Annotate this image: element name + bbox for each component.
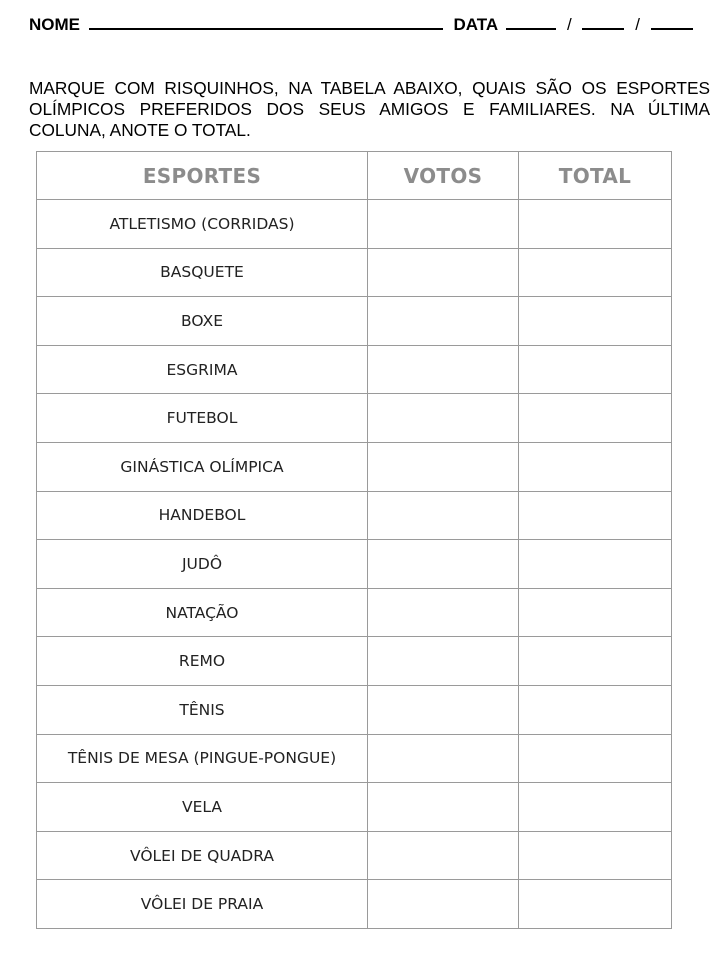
sport-name-cell: TÊNIS: [37, 685, 368, 734]
sport-name-cell: ATLETISMO (CORRIDAS): [37, 200, 368, 249]
sport-name-cell: BASQUETE: [37, 248, 368, 297]
table-row: [37, 540, 672, 589]
total-cell[interactable]: [519, 491, 672, 540]
votes-cell[interactable]: [368, 442, 519, 491]
table-row: [37, 734, 672, 783]
sport-name-cell: VÔLEI DE PRAIA: [37, 880, 368, 929]
table-row: [37, 248, 672, 297]
table-row: [37, 685, 672, 734]
date-separator: /: [635, 15, 640, 34]
sport-name-cell: VÔLEI DE QUADRA: [37, 831, 368, 880]
total-cell[interactable]: [519, 880, 672, 929]
total-cell[interactable]: [519, 248, 672, 297]
total-cell[interactable]: [519, 394, 672, 443]
votes-cell[interactable]: [368, 491, 519, 540]
sport-name-cell: GINÁSTICA OLÍMPICA: [37, 442, 368, 491]
sport-name-cell: FUTEBOL: [37, 394, 368, 443]
votes-cell[interactable]: [368, 637, 519, 686]
sport-name-cell: NATAÇÃO: [37, 588, 368, 637]
sport-name-cell: JUDÔ: [37, 540, 368, 589]
table-row: [37, 880, 672, 929]
total-cell[interactable]: [519, 783, 672, 832]
date-month-line[interactable]: [582, 14, 624, 30]
table-row: [37, 394, 672, 443]
votes-cell[interactable]: [368, 540, 519, 589]
votes-cell[interactable]: [368, 588, 519, 637]
sport-name-cell: BOXE: [37, 297, 368, 346]
total-cell[interactable]: [519, 637, 672, 686]
total-cell[interactable]: [519, 200, 672, 249]
table-row: [37, 297, 672, 346]
table-row: [37, 588, 672, 637]
table-row: [37, 442, 672, 491]
votes-cell[interactable]: [368, 345, 519, 394]
votes-cell[interactable]: [368, 394, 519, 443]
date-day-line[interactable]: [506, 14, 556, 30]
instructions-text: MARQUE COM RISQUINHOS, NA TABELA ABAIXO, QUAIS SÃO OS ESPORTES OLÍMPICOS PREFERIDOS DOS SEUS AMIGOS E FAMILIARES. NA ÚLTIMA COLUNA, ANOTE O TOTAL.: [29, 78, 710, 140]
sport-name-cell: REMO: [37, 637, 368, 686]
total-cell[interactable]: [519, 540, 672, 589]
name-label: NOME: [29, 15, 80, 34]
date-year-line[interactable]: [651, 14, 693, 30]
table-row: [37, 491, 672, 540]
name-input-line[interactable]: [89, 14, 443, 30]
header-fields: [29, 14, 693, 36]
total-cell[interactable]: [519, 685, 672, 734]
sport-name-cell: VELA: [37, 783, 368, 832]
date-label: DATA: [453, 15, 498, 34]
table-row: [37, 831, 672, 880]
votes-cell[interactable]: [368, 248, 519, 297]
sports-vote-table: [36, 151, 672, 929]
table-header-row: [37, 152, 672, 200]
total-cell[interactable]: [519, 734, 672, 783]
total-cell[interactable]: [519, 588, 672, 637]
votes-cell[interactable]: [368, 297, 519, 346]
column-header-sports: ESPORTES: [37, 152, 368, 200]
column-header-total: TOTAL: [519, 152, 672, 200]
votes-cell[interactable]: [368, 734, 519, 783]
date-separator: /: [567, 15, 572, 34]
votes-cell[interactable]: [368, 685, 519, 734]
votes-cell[interactable]: [368, 200, 519, 249]
sport-name-cell: ESGRIMA: [37, 345, 368, 394]
table-row: [37, 200, 672, 249]
total-cell[interactable]: [519, 345, 672, 394]
sport-name-cell: HANDEBOL: [37, 491, 368, 540]
table-row: [37, 345, 672, 394]
votes-cell[interactable]: [368, 831, 519, 880]
total-cell[interactable]: [519, 442, 672, 491]
sport-name-cell: TÊNIS DE MESA (PINGUE-PONGUE): [37, 734, 368, 783]
table-row: [37, 637, 672, 686]
column-header-votes: VOTOS: [368, 152, 519, 200]
total-cell[interactable]: [519, 297, 672, 346]
votes-cell[interactable]: [368, 880, 519, 929]
table-row: [37, 783, 672, 832]
votes-cell[interactable]: [368, 783, 519, 832]
total-cell[interactable]: [519, 831, 672, 880]
